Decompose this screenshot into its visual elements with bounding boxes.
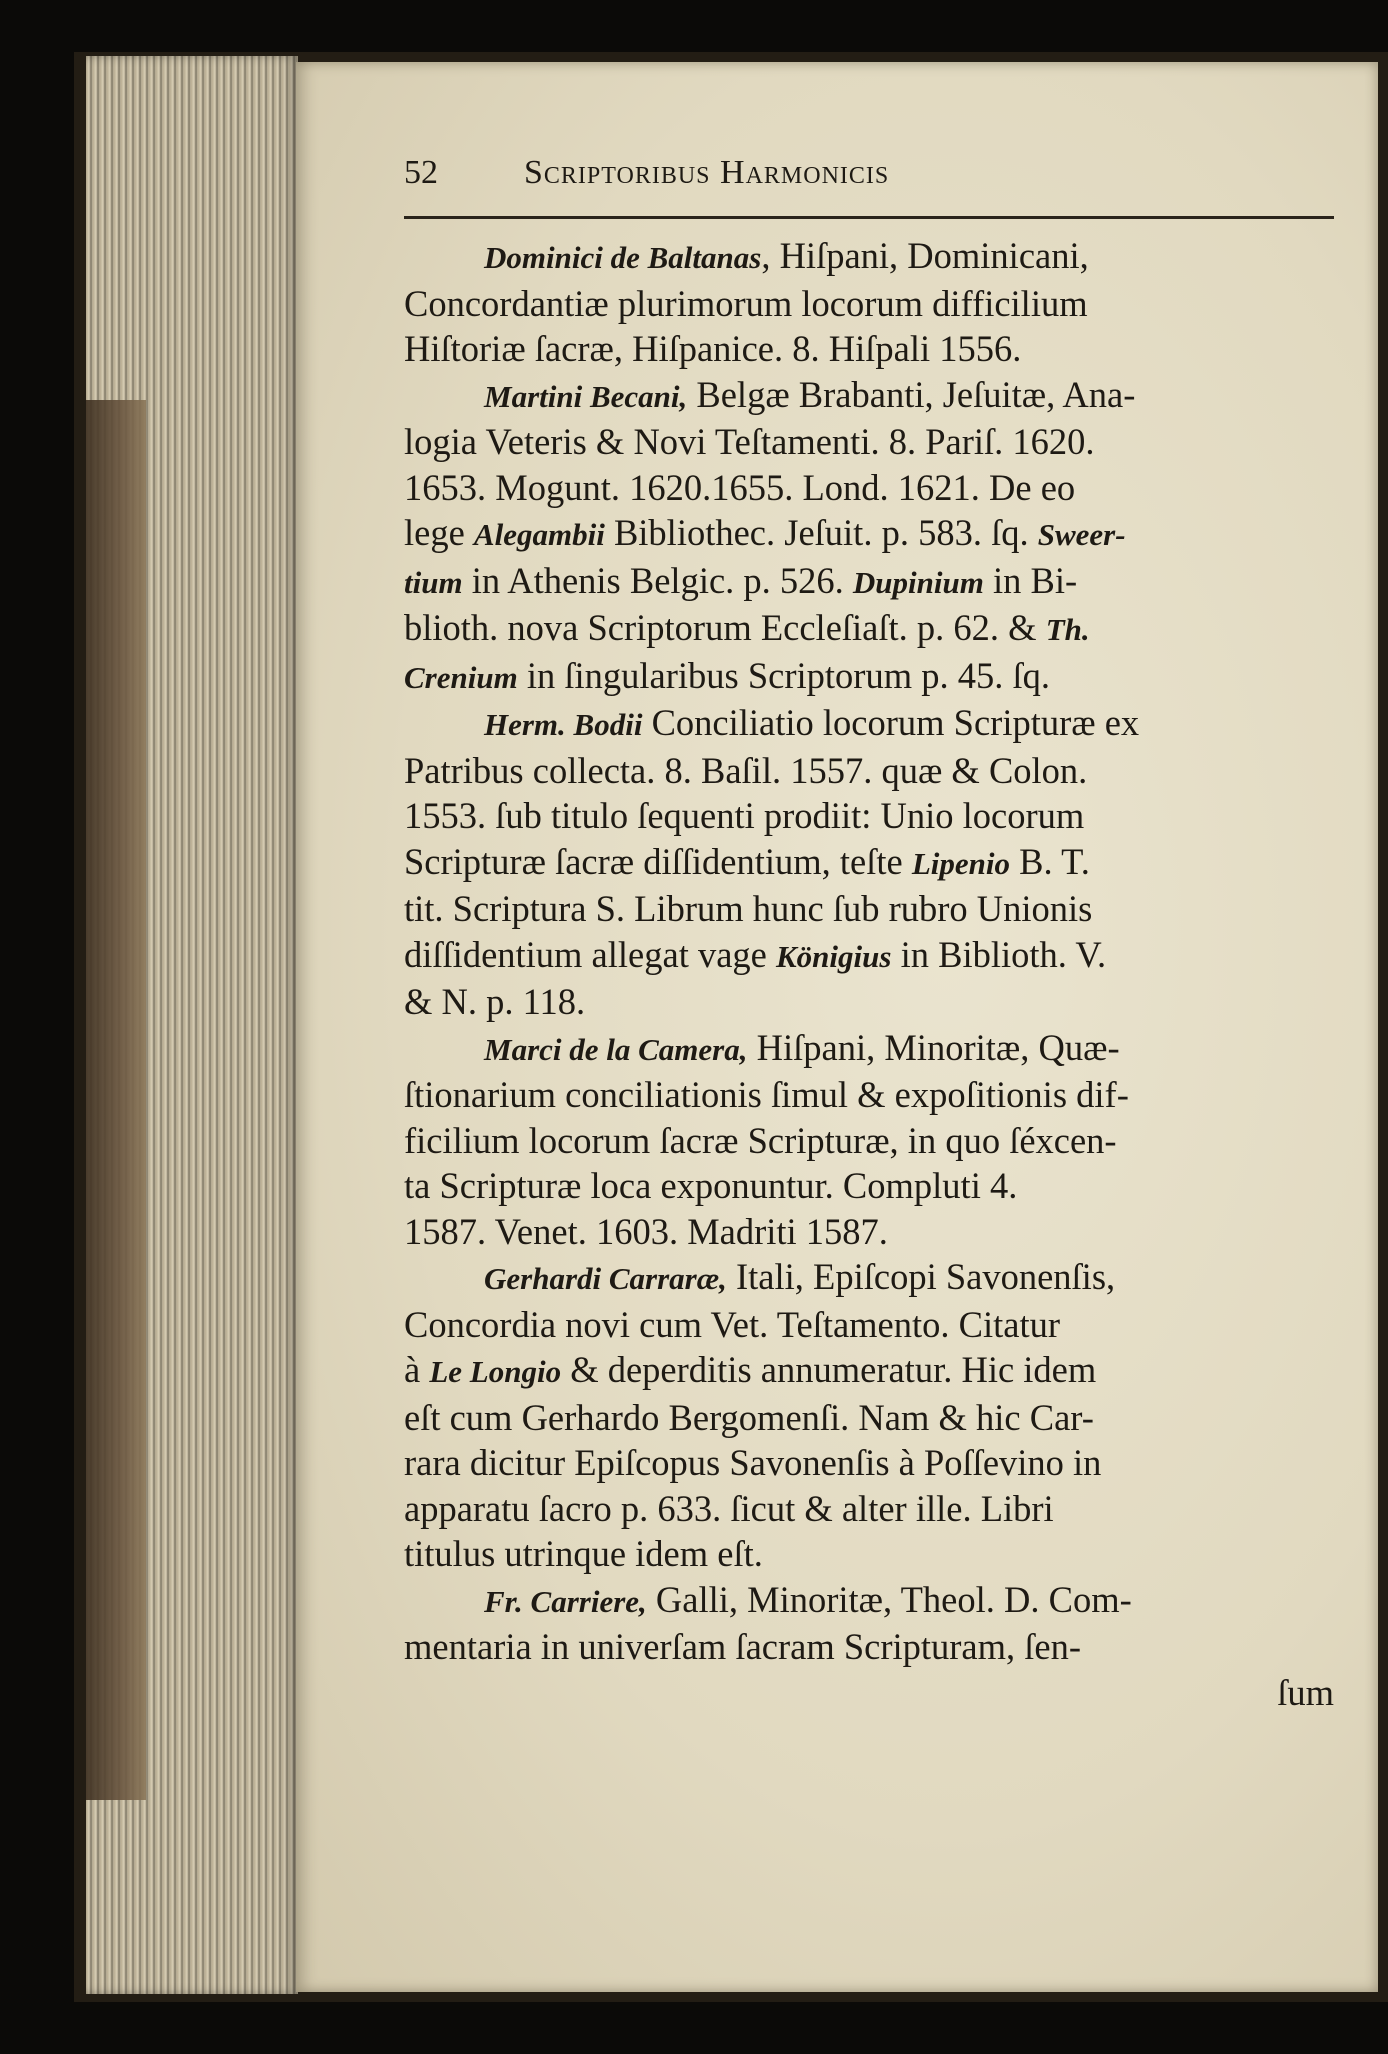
text-line — [404, 419, 1334, 465]
text-line — [404, 1209, 1334, 1255]
text-line — [404, 700, 1334, 748]
text-run: ſtionarium conciliationis ſimul & expoſitionis dif- — [404, 1074, 1129, 1115]
italic-name: Sweer- — [1037, 517, 1126, 552]
text-run: in Athenis Belgic. p. 526. — [462, 559, 853, 601]
text-line — [404, 748, 1334, 794]
text-run: 1553. ſub titulo ſequenti prodiit: Unio locorum — [404, 795, 1085, 836]
text-run: ficilium locorum ſacræ Scripturæ, in quo ſéxcen- — [404, 1119, 1117, 1161]
text-line — [404, 1072, 1334, 1118]
text-run: logia Veteris & Novi Teſtamenti. 8. Pariſ. 1620. — [404, 421, 1095, 462]
text-line — [404, 839, 1334, 887]
text-line — [404, 793, 1334, 839]
page-number: 52 — [404, 154, 438, 191]
text-line — [404, 1025, 1334, 1073]
text-run: eſt cum Gerhardo Bergomenſi. Nam & hic Car- — [404, 1396, 1094, 1438]
text-run: 1587. Venet. 1603. Madriti 1587. — [404, 1210, 888, 1252]
text-run: apparatu ſacro p. 633. ſicut & alter ille. Libri — [404, 1487, 1054, 1529]
text-line — [404, 1118, 1334, 1164]
italic-name: Th. — [1045, 612, 1090, 647]
text-line — [404, 886, 1334, 932]
text-line — [404, 1347, 1334, 1395]
italic-name: Dominici de Baltanas — [484, 240, 762, 275]
text-line — [404, 1440, 1334, 1486]
text-line — [404, 932, 1334, 980]
text-run: Concordia novi cum Vet. Teſtamento. Citatur — [404, 1303, 1061, 1345]
italic-name: Le Longio — [429, 1354, 562, 1389]
text-run: diſſidentium allegat vage — [404, 933, 776, 975]
body-text — [404, 233, 1334, 1715]
book-page — [296, 62, 1378, 1992]
italic-name: tium — [404, 564, 463, 600]
italic-name: Gerhardi Carraræ, — [484, 1261, 727, 1296]
text-run: tit. Scriptura S. Librum hunc ſub rubro Unionis — [404, 888, 1093, 929]
text-run: lege — [404, 512, 474, 553]
text-run: titulus utrinque idem eſt. — [404, 1533, 763, 1574]
italic-name: Herm. Bodii — [484, 707, 643, 742]
text-run: rara dicitur Epiſcopus Savonenſis à Poſſevino in — [404, 1442, 1102, 1483]
text-run: B. T. — [1010, 840, 1090, 882]
text-line — [404, 979, 1334, 1025]
text-line — [404, 281, 1334, 327]
italic-name: Marci de la Camera, — [484, 1031, 748, 1067]
text-run: 1653. Mogunt. 1620.1655. Lond. 1621. De eo — [404, 466, 1076, 508]
text-line — [404, 1624, 1334, 1670]
text-line — [404, 465, 1334, 511]
italic-name: Dupinium — [852, 564, 984, 600]
italic-name: Crenium — [404, 659, 518, 695]
text-line — [404, 1670, 1334, 1716]
text-line — [404, 1395, 1334, 1441]
italic-name: Königius — [776, 938, 892, 974]
text-line — [404, 372, 1334, 420]
text-run: ta Scripturæ loca exponuntur. Compluti 4. — [404, 1165, 1018, 1206]
text-run: & deperditis annumeratur. Hic idem — [561, 1349, 1097, 1390]
text-run: Hiſpani, Minoritæ, Quæ- — [747, 1026, 1120, 1068]
italic-name: Alegambii — [473, 517, 605, 552]
page-header — [404, 154, 1334, 204]
text-line — [404, 1531, 1334, 1577]
text-line — [404, 1302, 1334, 1348]
text-line — [404, 605, 1334, 653]
text-line — [404, 326, 1334, 372]
text-run: Bibliothec. Jeſuit. p. 583. ſq. — [604, 512, 1038, 553]
cover-edge — [86, 400, 146, 1800]
text-line — [404, 1163, 1334, 1209]
text-run: Patribus collecta. 8. Baſil. 1557. quæ & Colon. — [404, 749, 1088, 791]
text-run: mentaria in univerſam ſacram Scripturam, ſen- — [404, 1626, 1082, 1667]
text-run: Belgæ Brabanti, Jeſuitæ, Ana- — [687, 373, 1136, 415]
text-run: in Biblioth. V. — [891, 933, 1107, 975]
text-run: à — [404, 1349, 430, 1390]
text-run: in ſingularibus Scriptorum p. 45. ſq. — [517, 654, 1050, 696]
text-run: blioth. nova Scriptorum Eccleſiaſt. p. 62. & — [404, 607, 1046, 648]
italic-name: Martini Becani, — [484, 378, 688, 414]
text-run: in Bi- — [983, 559, 1078, 601]
text-line — [404, 558, 1334, 606]
text-run: , Hiſpani, Dominicani, — [761, 235, 1089, 276]
italic-name: Lipenio — [911, 845, 1011, 881]
text-run: Conciliatio locorum Scripturæ ex — [642, 702, 1140, 743]
page-content — [404, 154, 1334, 1715]
text-run: Hiſtoriæ ſacræ, Hiſpanice. 8. Hiſpali 1556. — [404, 328, 1022, 369]
text-line — [404, 653, 1334, 701]
text-line — [404, 1577, 1334, 1625]
header-rule — [404, 216, 1334, 219]
text-line — [404, 510, 1334, 558]
text-run: Galli, Minoritæ, Theol. D. Com- — [646, 1578, 1132, 1620]
text-run: Concordantiæ plurimorum locorum difficilium — [404, 282, 1088, 324]
text-line — [404, 233, 1334, 281]
text-run: Itali, Epiſcopi Savonenſis, — [726, 1256, 1116, 1297]
text-run: Scripturæ ſacræ diſſidentium, teſte — [404, 840, 912, 882]
text-run: & N. p. 118. — [404, 981, 586, 1022]
running-head: Scriptoribus Harmonicis — [524, 154, 890, 191]
text-line — [404, 1254, 1334, 1302]
text-run: ſum — [1277, 1671, 1334, 1713]
text-line — [404, 1486, 1334, 1532]
italic-name: Fr. Carriere, — [484, 1583, 647, 1619]
